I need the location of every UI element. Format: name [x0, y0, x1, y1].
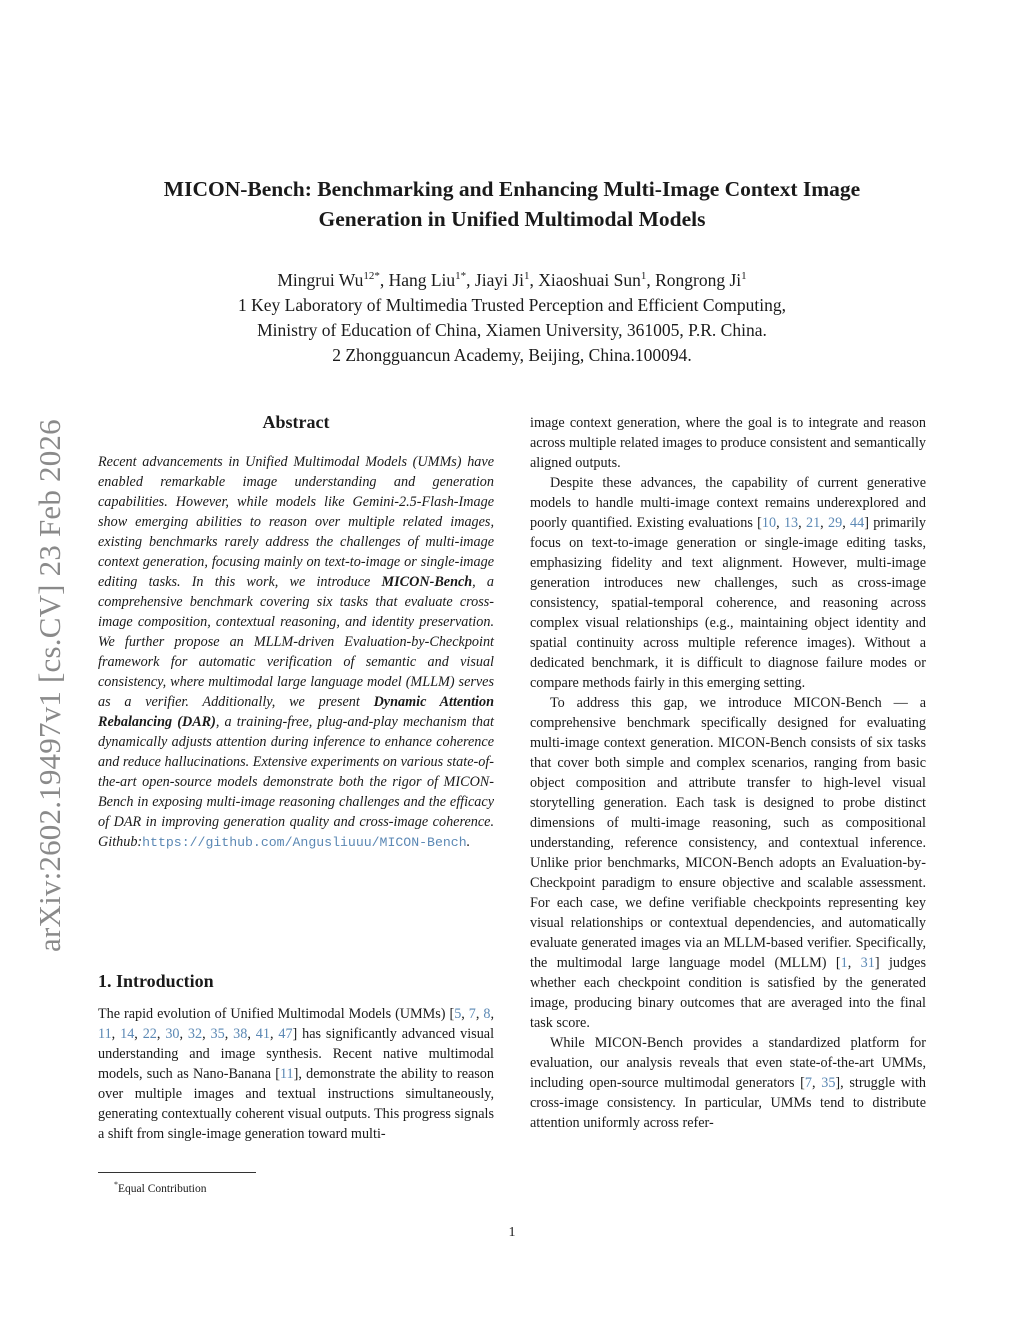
citation-link[interactable]: 11 — [98, 1026, 112, 1042]
author-affiliation-mark: 1 — [640, 270, 647, 283]
citation-link[interactable]: 21 — [805, 515, 821, 531]
title-line-1: MICON-Bench: Benchmarking and Enhancing Multi-Image Context Image — [163, 177, 861, 201]
right-paragraph-4 — [530, 1033, 926, 1133]
right-p2-text-b: ] primarily focus on text-to-image generation or single-image editing tasks, emphasizing fidelity and text alignment. However, multi-image generation introduces new challenges, such as cross-image consistency, spatial-temporal coherence, and reasoning across complex visual relationships (e.g., maintaining object identity and spatial continuity across multiple reference images). Without a dedicated benchmark, it is difficult to diagnose failure modes or compare methods fairly in this emerging setting. — [530, 515, 927, 691]
right-paragraph-1: image context generation, where the goal is to integrate and reason across multiple related images to produce consistent and semantically aligned outputs. — [530, 415, 926, 471]
intro-text-a: The rapid evolution of Unified Multimodal Models (UMMs) [ — [98, 1006, 455, 1022]
citation-link[interactable]: 7 — [468, 1006, 476, 1022]
right-p4-text-b: ], struggle with cross-image consistency. In particular, UMMs tend to distribute attention uniformly across refer- — [530, 1075, 926, 1131]
arxiv-stamp: arXiv:2602.19497v1 [cs.CV] 23 Feb 2026 — [32, 419, 67, 952]
citation-link[interactable]: 22 — [142, 1026, 157, 1042]
abstract-body — [98, 452, 494, 853]
citation-link[interactable]: 38 — [233, 1026, 248, 1042]
citation-link[interactable]: 41 — [255, 1026, 270, 1042]
github-link[interactable]: https://github.com/Angusliuuu/MICON-Bench — [142, 835, 467, 850]
author-name: Hang Liu — [388, 270, 456, 290]
citation-link[interactable]: 44 — [850, 515, 865, 531]
citation-link[interactable]: 35 — [210, 1026, 225, 1042]
abstract-bold-micon: MICON-Bench — [381, 574, 473, 590]
citation-link[interactable]: 35 — [821, 1075, 836, 1091]
citation-link[interactable]: 32 — [187, 1026, 203, 1042]
footnote-mark: * — [114, 1180, 118, 1189]
author-name: Jiayi Ji — [474, 270, 525, 290]
intro-citations: 5, 7, 8, 11, 14, 22, 30, 32, 35, 38, 41, 47 — [98, 1006, 495, 1042]
abstract-heading: Abstract — [262, 412, 330, 432]
right-paragraph-3 — [530, 693, 926, 1033]
affiliation-1a: 1 Key Laboratory of Multimedia Trusted Perception and Efficient Computing, — [238, 295, 786, 315]
page-number: 1 — [508, 1225, 516, 1240]
right-column — [530, 413, 926, 1133]
paper-title — [100, 174, 924, 234]
intro-paragraph — [98, 1004, 494, 1144]
citation-link[interactable]: 1 — [840, 955, 848, 971]
right-paragraph-2 — [530, 473, 926, 693]
author-name: Xiaoshuai Sun — [538, 270, 641, 290]
title-line-2: Generation in Unified Multimodal Models — [318, 207, 706, 231]
right-p2-citations: 10, 13, 21, 29, 44 — [761, 515, 865, 531]
intro-heading: 1. Introduction — [98, 971, 214, 991]
intro-text-b: ] has significantly advanced visual understanding and image synthesis. Recent native multimodal models, such as Nano-Banana [ — [98, 1026, 495, 1082]
author-affiliation-mark: 1 — [741, 270, 747, 283]
right-p4-text-a: While MICON-Bench provides a standardized platform for evaluation, our analysis reveals that even state-of-the-art UMMs, including open-source multimodal generators [ — [530, 1035, 926, 1091]
abstract-text-3: , a training-free, plug-and-play mechanism that dynamically adjusts attention during inference to enhance coherence and reduce hallucinations. Extensive experiments on various state-of-the-art open-source models demonstrate both the rigor of MICON-Bench in exposing multi-image reasoning challenges and the efficacy of DAR in improving generation quality and cross-image coherence. Github: — [98, 714, 494, 850]
affiliation-2: 2 Zhongguancun Academy, Beijing, China.100094. — [332, 345, 692, 365]
intro-text-c: ], demonstrate the ability to reason over multiple images and textual instructions simultaneously, generating contextually coherent visual outputs. This progress signals a shift from single-image generation toward multi- — [98, 1066, 494, 1142]
footnote — [114, 1177, 206, 1197]
author-affiliation-mark: 1 — [524, 270, 530, 283]
author-affiliation-mark: 1* — [455, 270, 467, 283]
author-list: Mingrui $Wu^{12*}$, Hang Liu$^{1*}$, Jiayi Ji$^1$, Xiaoshuai Sun$^1$, Rongrong Ji$^1$ — [277, 270, 747, 290]
citation-link[interactable]: 47 — [278, 1026, 293, 1042]
citation-link[interactable]: 30 — [165, 1026, 180, 1042]
citation-link[interactable]: 8 — [483, 1006, 491, 1022]
right-p3-text-a: To address this gap, we introduce MICON-Bench — a comprehensive benchmark specifically designed for evaluating multi-image context generation. MICON-Bench consists of six tasks that cover both simple and complex scenarios, ranging from basic object composition and attribute transfer to high-level visual storytelling generation. Each task is designed to probe distinct dimensions of multi-image reasoning, such as compositional understanding, reference consistency, and contextual inference. Unlike prior benchmarks, MICON-Bench adopts an Evaluation-by-Checkpoint paradigm to ensure objective and scalable assessment. For each case, we define verifiable checkpoints representing key visual relationships or contextual dependencies, and automatically evaluate generated images via an MLLM-based verifier. Specifically, the multimodal large language model (MLLM) [ — [530, 695, 926, 971]
affiliation-1b: Ministry of Education of China, Xiamen University, 361005, P.R. China. — [257, 320, 767, 340]
citation-link[interactable]: 10 — [761, 515, 777, 531]
citation-link[interactable]: 13 — [783, 515, 799, 531]
abstract-end: . — [466, 834, 471, 850]
citation-link[interactable]: 14 — [120, 1026, 135, 1042]
author-name: Mingrui Wu — [277, 270, 364, 290]
citation-link[interactable]: 7 — [804, 1075, 812, 1091]
citation-link[interactable]: 29 — [828, 515, 843, 531]
right-p4-citations: 7, 35 — [804, 1075, 836, 1091]
abstract-bold-dar: Dynamic Attention Rebalancing (DAR) — [98, 694, 494, 730]
author-block — [100, 268, 924, 368]
author-name: Rongrong Ji — [655, 270, 742, 290]
author-affiliation-mark: 12* — [363, 270, 380, 283]
right-p2-text-a: Despite these advances, the capability of current generative models to handle multi-image context remains underexplored and poorly quantified. Existing evaluations [ — [530, 475, 926, 531]
footnote-text: Equal Contribution — [118, 1182, 207, 1195]
abstract-text-1: Recent advancements in Unified Multimodal Models (UMMs) have enabled remarkable image understanding and generation capabilities. However, while models like Gemini-2.5-Flash-Image show emerging abilities to reason over multiple related images, existing benchmarks rarely address the challenges of multi-image context generation, focusing mainly on text-to-image or single-image editing tasks. In this work, we introduce — [98, 454, 494, 590]
abstract-text-2: , a comprehensive benchmark covering six tasks that evaluate cross-image composition, contextual reasoning, and identity preservation. We further propose an MLLM-driven Evaluation-by-Checkpoint framework for automatic verification of semantic and visual consistency, where multimodal large language model (MLLM) serves as a verifier. Additionally, we present — [98, 574, 495, 710]
citation-link[interactable]: 11 — [279, 1066, 294, 1082]
right-p3-citations: 1, 31 — [840, 955, 875, 971]
citation-link[interactable]: 5 — [454, 1006, 462, 1022]
citation-link[interactable]: 31 — [860, 955, 875, 971]
footnote-rule — [98, 1172, 256, 1173]
right-p3-text-b: ] judges whether each checkpoint condition is satisfied by the generated image, producing binary outcomes that are averaged into the final task score. — [530, 955, 926, 1031]
